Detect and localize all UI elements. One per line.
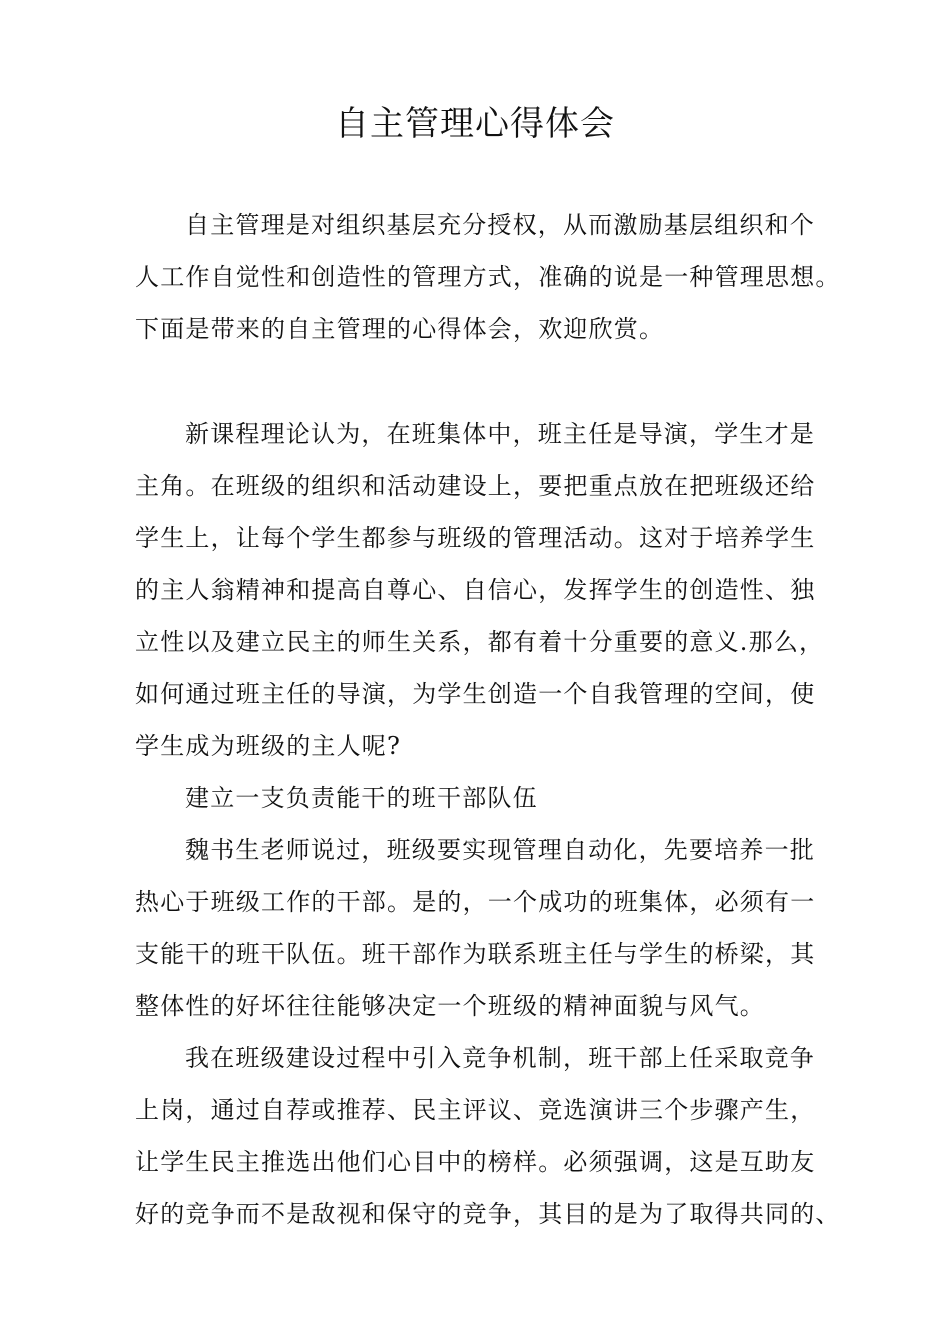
paragraph-line: 让学生民主推选出他们心目中的榜样。必须强调，这是互助友 (135, 1148, 816, 1176)
paragraph-first-line: 建立一支负责能干的班干部队伍 (185, 784, 538, 812)
paragraph-line: 好的竞争而不是敌视和保守的竞争，其目的是为了取得共同的、 (135, 1200, 841, 1228)
paragraph-line: 热心于班级工作的干部。是的，一个成功的班集体，必须有一 (135, 888, 816, 916)
paragraph-line: 学生上，让每个学生都参与班级的管理活动。这对于培养学生 (135, 524, 816, 552)
paragraph-first-line: 自主管理是对组织基层充分授权，从而激励基层组织和个 (185, 211, 815, 239)
paragraph-first-line: 魏书生老师说过，班级要实现管理自动化，先要培养一批 (185, 836, 815, 864)
document-body (135, 199, 850, 1240)
paragraph-line: 上岗，通过自荐或推荐、民主评议、竞选演讲三个步骤产生， (135, 1096, 816, 1124)
paragraph-line: 如何通过班主任的导演，为学生创造一个自我管理的空间，使 (135, 680, 816, 708)
paragraph-line: 立性以及建立民主的师生关系，都有着十分重要的意义.那么， (135, 628, 825, 656)
paragraph-line: 的主人翁精神和提高自尊心、自信心，发挥学生的创造性、独 (135, 576, 816, 604)
paragraph-first-line: 我在班级建设过程中引入竞争机制，班干部上任采取竞争 (185, 1044, 815, 1072)
paragraph-line: 下面是带来的自主管理的心得体会，欢迎欣赏。 (135, 315, 665, 343)
paragraph-line: 人工作自觉性和创造性的管理方式，准确的说是一种管理思想。 (135, 263, 841, 291)
paragraph-first-line: 新课程理论认为，在班集体中，班主任是导演，学生才是 (185, 420, 815, 448)
document-title: 自主管理心得体会 (335, 104, 615, 144)
paragraph-line: 整体性的好坏往往能够决定一个班级的精神面貌与风气。 (135, 992, 765, 1020)
paragraph-line: 学生成为班级的主人呢? (135, 732, 402, 760)
paragraph-gap (135, 355, 850, 408)
paragraph-line: 支能干的班干队伍。班干部作为联系班主任与学生的桥梁，其 (135, 940, 816, 968)
paragraph-line: 主角。在班级的组织和活动建设上，要把重点放在把班级还给 (135, 472, 816, 500)
